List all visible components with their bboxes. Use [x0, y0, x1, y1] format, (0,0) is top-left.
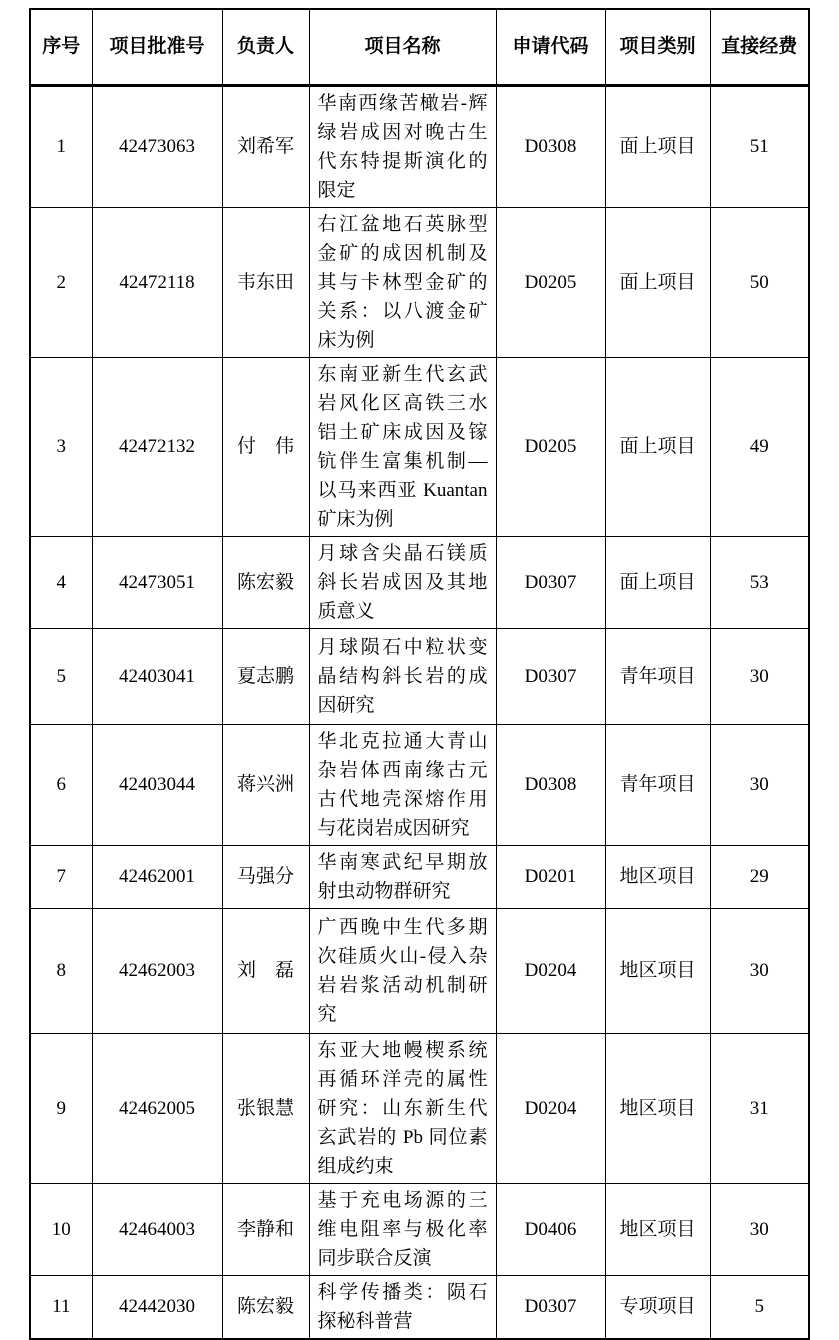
- table-row: [30, 536, 809, 628]
- column-header-category: 项目类别: [605, 9, 710, 85]
- cell-seq: 11: [30, 1275, 92, 1339]
- cell-approval-no: 42462005: [92, 1033, 222, 1183]
- cell-code: D0205: [496, 207, 605, 357]
- table-row: [30, 1275, 809, 1339]
- cell-seq: 7: [30, 845, 92, 908]
- column-header-funding: 直接经费: [710, 9, 809, 85]
- cell-funding: 31: [710, 1033, 809, 1183]
- cell-funding: 30: [710, 724, 809, 845]
- table-row: [30, 628, 809, 724]
- cell-leader: 韦东田: [222, 207, 309, 357]
- cell-funding: 5: [710, 1275, 809, 1339]
- cell-category: 面上项目: [605, 536, 710, 628]
- cell-code: D0205: [496, 357, 605, 536]
- table-row: [30, 908, 809, 1033]
- cell-leader: 刘希军: [222, 85, 309, 207]
- cell-title: 华南西缘苦橄岩-辉绿岩成因对晚古生代东特提斯演化的限定: [309, 85, 496, 207]
- cell-seq: 2: [30, 207, 92, 357]
- cell-approval-no: 42462003: [92, 908, 222, 1033]
- header-row: [30, 9, 809, 85]
- cell-category: 面上项目: [605, 357, 710, 536]
- cell-code: D0307: [496, 536, 605, 628]
- cell-approval-no: 42462001: [92, 845, 222, 908]
- cell-title: 右江盆地石英脉型金矿的成因机制及其与卡林型金矿的关系：以八渡金矿床为例: [309, 207, 496, 357]
- cell-leader: 刘 磊: [222, 908, 309, 1033]
- cell-category: 地区项目: [605, 1033, 710, 1183]
- column-header-leader: 负责人: [222, 9, 309, 85]
- cell-seq: 10: [30, 1183, 92, 1275]
- table-row: [30, 1183, 809, 1275]
- column-header-seq: 序号: [30, 9, 92, 85]
- cell-leader: 夏志鹏: [222, 628, 309, 724]
- table-row: [30, 1033, 809, 1183]
- cell-title: 基于充电场源的三维电阻率与极化率同步联合反演: [309, 1183, 496, 1275]
- cell-seq: 9: [30, 1033, 92, 1183]
- cell-title: 华南寒武纪早期放射虫动物群研究: [309, 845, 496, 908]
- cell-funding: 29: [710, 845, 809, 908]
- cell-funding: 53: [710, 536, 809, 628]
- cell-category: 青年项目: [605, 628, 710, 724]
- cell-funding: 50: [710, 207, 809, 357]
- cell-approval-no: 42464003: [92, 1183, 222, 1275]
- cell-funding: 51: [710, 85, 809, 207]
- cell-title: 东南亚新生代玄武岩风化区高铁三水铝土矿床成因及镓钪伴生富集机制—以马来西亚 Kuantan 矿床为例: [309, 357, 496, 536]
- cell-title: 科学传播类：陨石探秘科普营: [309, 1275, 496, 1339]
- table-row: [30, 85, 809, 207]
- cell-code: D0308: [496, 85, 605, 207]
- cell-category: 青年项目: [605, 724, 710, 845]
- cell-title: 东亚大地幔楔系统再循环洋壳的属性研究：山东新生代玄武岩的 Pb 同位素组成约束: [309, 1033, 496, 1183]
- cell-approval-no: 42442030: [92, 1275, 222, 1339]
- cell-funding: 49: [710, 357, 809, 536]
- cell-code: D0307: [496, 628, 605, 724]
- cell-seq: 4: [30, 536, 92, 628]
- cell-category: 地区项目: [605, 845, 710, 908]
- cell-approval-no: 42473051: [92, 536, 222, 628]
- table-row: [30, 724, 809, 845]
- cell-approval-no: 42403044: [92, 724, 222, 845]
- cell-category: 地区项目: [605, 1183, 710, 1275]
- cell-leader: 马强分: [222, 845, 309, 908]
- cell-funding: 30: [710, 908, 809, 1033]
- cell-leader: 李静和: [222, 1183, 309, 1275]
- cell-category: 地区项目: [605, 908, 710, 1033]
- cell-seq: 5: [30, 628, 92, 724]
- table-header: [30, 9, 809, 85]
- cell-title: 月球含尖晶石镁质斜长岩成因及其地质意义: [309, 536, 496, 628]
- table-body: [30, 85, 809, 1339]
- cell-leader: 张银慧: [222, 1033, 309, 1183]
- cell-approval-no: 42472118: [92, 207, 222, 357]
- column-header-approval-no: 项目批准号: [92, 9, 222, 85]
- cell-category: 面上项目: [605, 85, 710, 207]
- cell-leader: 陈宏毅: [222, 536, 309, 628]
- cell-approval-no: 42472132: [92, 357, 222, 536]
- table-row: [30, 845, 809, 908]
- cell-code: D0204: [496, 908, 605, 1033]
- cell-leader: 付 伟: [222, 357, 309, 536]
- cell-leader: 陈宏毅: [222, 1275, 309, 1339]
- cell-code: D0307: [496, 1275, 605, 1339]
- cell-title: 广西晚中生代多期次硅质火山-侵入杂岩岩浆活动机制研究: [309, 908, 496, 1033]
- cell-approval-no: 42403041: [92, 628, 222, 724]
- cell-code: D0201: [496, 845, 605, 908]
- cell-approval-no: 42473063: [92, 85, 222, 207]
- cell-title: 月球陨石中粒状变晶结构斜长岩的成因研究: [309, 628, 496, 724]
- cell-seq: 6: [30, 724, 92, 845]
- projects-table: [29, 8, 810, 1340]
- column-header-title: 项目名称: [309, 9, 496, 85]
- cell-category: 面上项目: [605, 207, 710, 357]
- cell-category: 专项项目: [605, 1275, 710, 1339]
- cell-funding: 30: [710, 628, 809, 724]
- cell-code: D0308: [496, 724, 605, 845]
- column-header-code: 申请代码: [496, 9, 605, 85]
- cell-title: 华北克拉通大青山杂岩体西南缘古元古代地壳深熔作用与花岗岩成因研究: [309, 724, 496, 845]
- cell-seq: 3: [30, 357, 92, 536]
- cell-code: D0204: [496, 1033, 605, 1183]
- table-row: [30, 357, 809, 536]
- cell-leader: 蒋兴洲: [222, 724, 309, 845]
- table-row: [30, 207, 809, 357]
- cell-seq: 1: [30, 85, 92, 207]
- cell-seq: 8: [30, 908, 92, 1033]
- cell-funding: 30: [710, 1183, 809, 1275]
- cell-code: D0406: [496, 1183, 605, 1275]
